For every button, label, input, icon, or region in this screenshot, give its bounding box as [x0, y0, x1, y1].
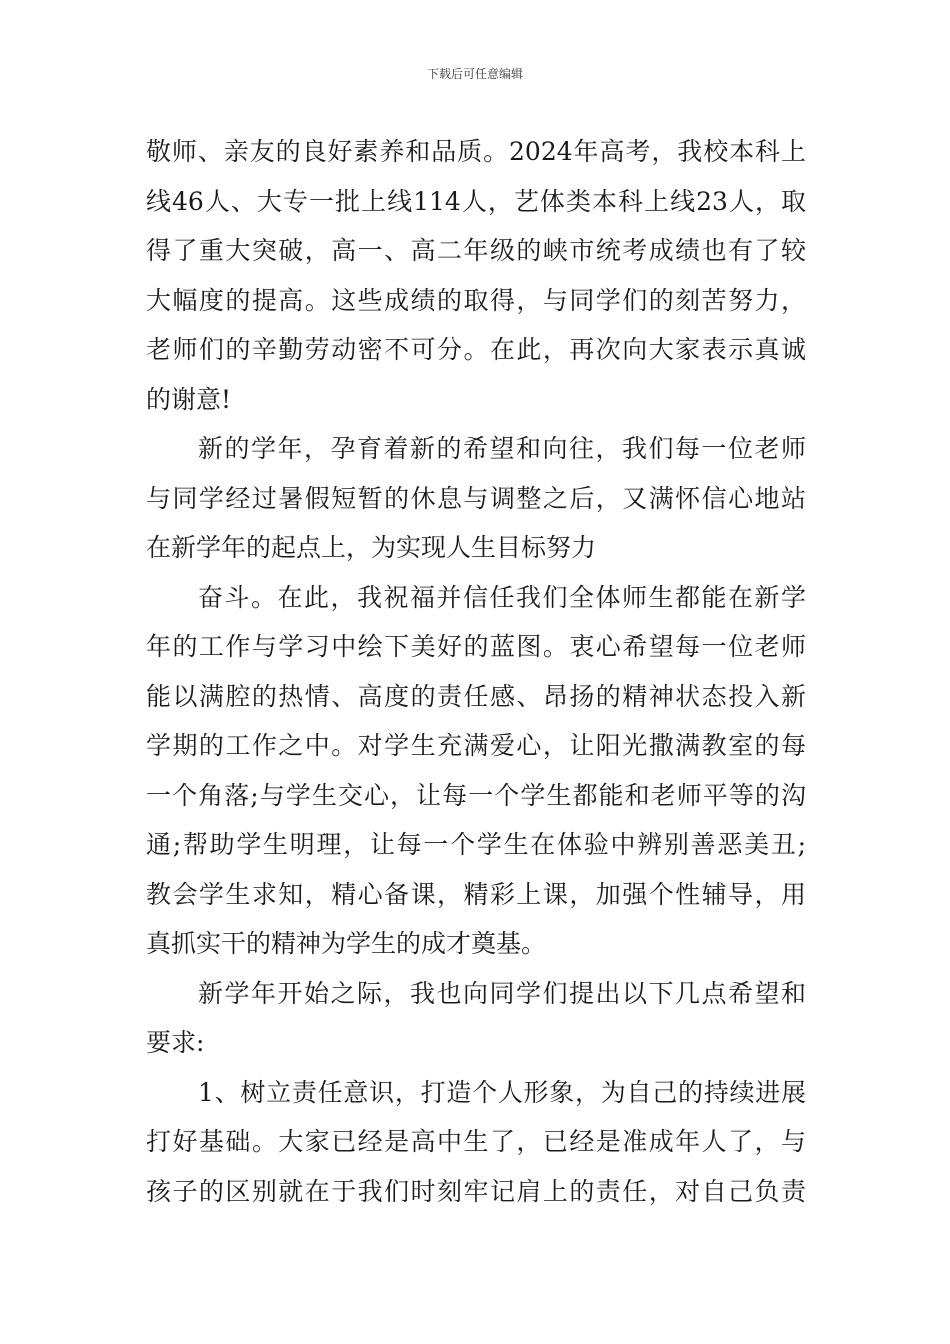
text-line: 敬师、亲友的良好素养和品质。2024年高考，我校本科上: [146, 137, 806, 166]
text-line: 要求:: [146, 1028, 205, 1057]
text-line: 与同学经过暑假短暂的休息与调整之后，又满怀信心地站: [146, 483, 806, 513]
text-line: 得了重大突破，高一、高二年级的峡市统考成绩也有了较: [146, 236, 806, 265]
text-line: 线46人、大专一批上线114人，艺体类本科上线23人，取: [146, 186, 806, 216]
text-line: 能以满腔的热情、高度的责任感、昂扬的精神状态投入新: [146, 681, 806, 711]
text-line: 真抓实干的精神为学生的成才奠基。: [146, 929, 547, 958]
text-line: 教会学生求知，精心备课，精彩上课，加强个性辅导，用: [146, 879, 806, 909]
text-line: 大幅度的提高。这些成绩的取得，与同学们的刻苦努力，: [146, 285, 806, 315]
text-line: 孩子的区别就在于我们时刻牢记肩上的责任，对自己负责: [146, 1176, 806, 1206]
text-line: 新学年开始之际，我也向同学们提出以下几点希望和: [198, 978, 806, 1008]
text-line: 老师们的辛勤劳动密不可分。在此，再次向大家表示真诚: [146, 335, 806, 364]
text-line: 一个角落;与学生交心，让每一个学生都能和老师平等的沟: [146, 780, 806, 810]
page-header-note: 下载后可任意编辑: [426, 67, 523, 81]
text-line: 奋斗。在此，我祝福并信任我们全体师生都能在新学: [198, 582, 806, 612]
document-body: [146, 127, 806, 1216]
text-line: 新的学年，孕育着新的希望和向往，我们每一位老师: [198, 434, 806, 463]
text-line: 打好基础。大家已经是高中生了，已经是准成年人了，与: [146, 1127, 806, 1156]
text-line: 在新学年的起点上，为实现人生目标努力: [146, 533, 597, 562]
text-line: 学期的工作之中。对学生充满爱心，让阳光撒满教室的每: [146, 731, 806, 760]
text-line: 通;帮助学生明理，让每一个学生在体验中辨别善恶美丑;: [146, 830, 806, 859]
text-line: 1、树立责任意识，打造个人形象，为自己的持续进展: [198, 1077, 806, 1107]
text-line: 的谢意!: [146, 384, 232, 414]
text-line: 年的工作与学习中绘下美好的蓝图。衷心希望每一位老师: [146, 632, 806, 661]
